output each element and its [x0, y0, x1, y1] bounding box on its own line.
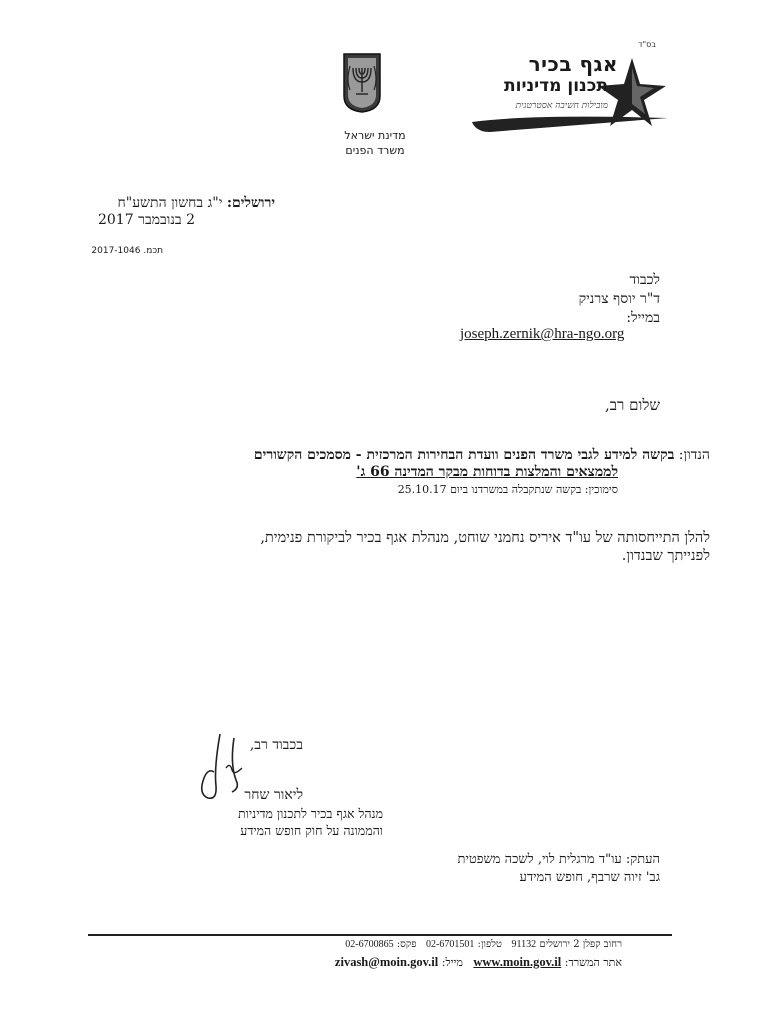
cc-line2: גב' זיוה שרבף, חופש המידע	[519, 870, 660, 885]
subject-label: הנדון:	[678, 447, 710, 463]
logo-swoosh-icon	[470, 112, 670, 134]
signatory-name: ליאור שחר	[244, 787, 303, 803]
signature-closing: בכבוד רב,	[249, 737, 303, 753]
city-label: ירושלים:	[226, 195, 275, 211]
recipient-to: לכבוד	[629, 272, 660, 288]
footer-phone: 02-6701501	[425, 939, 475, 950]
cc-line1: העתק: עו"ד מרגלית לוי, לשכה משפטית	[457, 852, 660, 867]
bsd-mark: בס"ד	[638, 40, 656, 49]
footer-site-link[interactable]: www.moin.gov.il	[473, 955, 562, 969]
logo-title-line2: תכנון מדיניות	[504, 76, 608, 96]
greeting: שלום רב,	[605, 396, 660, 414]
body-line1: להלן התייחסותה של עו"ד איריס נחמני שוחט, מנהלת אגף בכיר לביקורת פנימית,	[260, 530, 710, 546]
body-line2: לפנייתך שבנדון.	[621, 548, 710, 564]
signatory-role1: מנהל אגף בכיר לתכנון מדיניות	[238, 806, 383, 821]
ministry-name: מדינת ישראל משרד הפנים	[344, 129, 406, 157]
reference-number: תכמ. 2017-1046	[91, 246, 163, 256]
footer-web-line	[335, 955, 622, 970]
state-emblem-icon	[342, 52, 382, 114]
footer-address: רחוב קפלן 2 ירושלים	[539, 939, 622, 950]
recipient-by-mail: במייל:	[626, 310, 660, 326]
subject-reference: סימוכין: בקשה שנתקבלה במשרדנו ביום 25.10.17	[397, 483, 618, 496]
footer-fax: 02-6700865	[345, 939, 394, 950]
subject-text: בקשה למידע לגבי משרד הפנים וועדת הבחירות המרכזית - מסמכים הקשורים	[253, 447, 675, 463]
footer-zip: 91132	[511, 939, 537, 950]
footer-contact-line	[345, 939, 622, 950]
subject-text-line2: לממצאים והמלצות בדוחות מבקר המדינה 66 ג'	[356, 464, 618, 480]
hebrew-date: י"ג בחשון התשע"ח	[117, 195, 223, 211]
recipient-name: ד"ר יוסף צרניק	[578, 291, 660, 307]
date-line	[117, 195, 275, 212]
subject-line	[90, 446, 710, 464]
recipient-email: joseph.zernik@hra-ngo.org	[460, 326, 625, 342]
footer-mail[interactable]: zivash@moin.gov.il	[334, 955, 439, 969]
footer-site-label: אתר המשרד:	[564, 956, 622, 969]
logo-tagline: מובילות חשיבה אסטרטגית	[515, 101, 608, 111]
footer-divider	[88, 934, 672, 936]
logo-title-line1: אגף בכיר	[528, 52, 618, 76]
footer-phone-label: טלפון:	[477, 939, 502, 950]
footer-mail-label: מייל:	[441, 956, 463, 969]
gregorian-date: 2 בנובמבר 2017	[97, 212, 195, 228]
footer-fax-label: פקס:	[396, 939, 417, 950]
signatory-role2: והממונה על חוק חופש המידע	[240, 823, 383, 838]
